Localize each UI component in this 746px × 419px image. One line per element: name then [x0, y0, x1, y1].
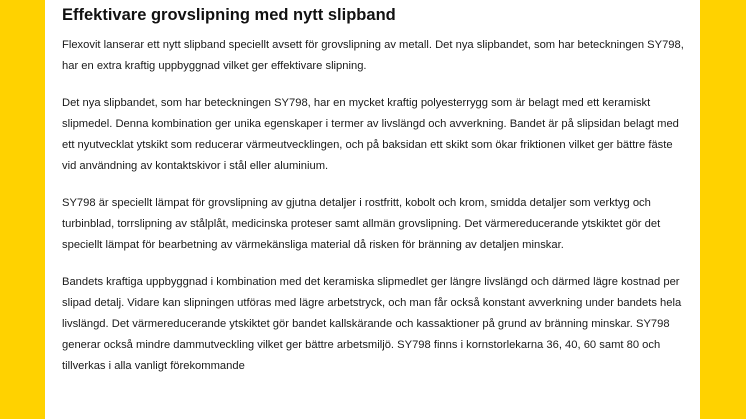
article-paragraph-applications: SY798 är speciellt lämpat för grovslipning av gjutna detaljer i rostfritt, kobolt och krom, smidda detaljer som verktyg och turbinblad, torrslipning av stålplåt, medicinska proteser samt allmän grovslipning. Det värmereducerande ytskiktet gör det speciellt lämpat för bearbetning av värmekänsliga material då risken för bränning av detaljen minskar. — [62, 197, 661, 251]
article-paragraph-description: Det nya slipbandet, som har beteckningen SY798, har en mycket kraftig polyesterrygg som är belagt med ett keramiskt slipmedel. Denna kombination ger unika egenskaper i termer av livslängd och avverkning. Bandet är på slipsidan belagt med ett nyutvecklat ytskikt som reducerar värmeutvecklingen, och på baksidan ett skikt som ökar friktionen vilket ger bättre fäste vid användning av kontaktskivor i stål eller aluminium. — [62, 97, 679, 172]
article-paragraph-benefits: Bandets kraftiga uppbyggnad i kombination med det keramiska slipmedlet ger längre livslängd och därmed lägre kostnad per slipad detalj. Vidare kan slipningen utföras med lägre arbetstryck, och man får också konstant avverkning under bandets hela livslängd. Det värmereducerande ytskiktet gör bandet kallskärande och kassaktioner på grund av bränning minskar. SY798 generar också mindre dammutveckling vilket ger bättre arbetsmiljö. SY798 finns i kornstorlekarna 36, 40, 60 samt 80 och tillverkas i alla vanligt förekommande — [62, 276, 682, 372]
article-title: Effektivare grovslipning med nytt slipband — [62, 6, 396, 24]
article-paragraph-intro: Flexovit lanserar ett nytt slipband speciellt avsett för grovslipning av metall. Det nya slipbandet, som har beteckningen SY798, har en extra kraftig uppbyggnad vilket ger effektivare slipning. — [62, 39, 684, 72]
document-page — [45, 0, 700, 419]
article — [62, 5, 687, 377]
